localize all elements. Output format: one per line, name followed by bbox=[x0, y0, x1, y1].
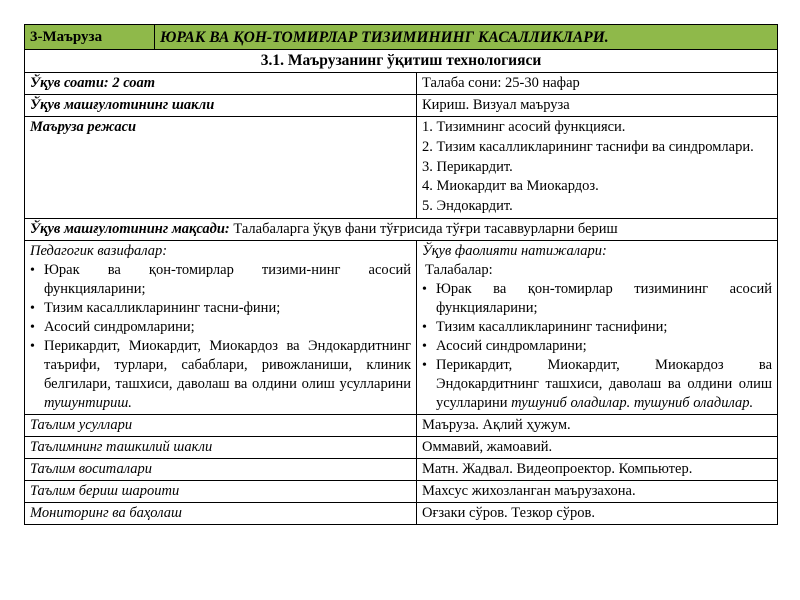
results-cell bbox=[417, 240, 778, 414]
task-item-text: Перикардит, Миокардит, Миокардоз ва Эндокардитнинг таърифи, турлари, сабаблари, ривожланиши, клиник белгилари, ташхиси, даволаш ва олдини олиш усулларини bbox=[44, 337, 411, 392]
lecture-number: 3-Маъруза bbox=[25, 25, 155, 50]
lecture-title: ЮРАК ВА ҚОН-ТОМИРЛАР ТИЗИМИНИНГ КАСАЛЛИКЛАРИ. bbox=[155, 25, 778, 50]
row-label: Ўқув машғулотининг шакли bbox=[25, 95, 417, 117]
row-value: Кириш. Визуал маъруза bbox=[417, 95, 778, 117]
row-label: Мониторинг ва баҳолаш bbox=[25, 502, 417, 524]
results-intro: Талабалар: bbox=[425, 261, 493, 278]
row-label: Таълим воситалари bbox=[25, 458, 417, 480]
table-row bbox=[25, 414, 778, 436]
tasks-cell bbox=[25, 240, 417, 414]
task-item: • Тизим касалликларининг тасни-фини; bbox=[30, 299, 411, 318]
goal-label: Ўқув машғулотининг мақсади: bbox=[30, 220, 230, 237]
table-row bbox=[25, 480, 778, 502]
row-value: Оғзаки сўров. Тезкор сўров. bbox=[417, 502, 778, 524]
results-label: Ўқув фаолияти натижалари: bbox=[422, 242, 607, 259]
row-label: Ўқув соати: 2 соат bbox=[25, 73, 417, 95]
row-label: Таълимнинг ташкилий шакли bbox=[25, 436, 417, 458]
plan-row bbox=[25, 117, 778, 219]
table-row bbox=[25, 73, 778, 95]
task-item: • Асосий синдромларини; bbox=[30, 318, 411, 337]
task-item: • Юрак ва қон-томирлар тизими-нинг асосий функцияларини; bbox=[30, 261, 411, 299]
tasks-results-row bbox=[25, 240, 778, 414]
table-row bbox=[25, 502, 778, 524]
plan-item: 4. Миокардит ва Миокардоз. bbox=[422, 178, 599, 195]
table-row bbox=[25, 95, 778, 117]
table-row bbox=[25, 458, 778, 480]
result-item bbox=[422, 356, 772, 413]
goal-row bbox=[25, 218, 778, 240]
plan-item: 3. Перикардит. bbox=[422, 158, 513, 175]
row-value: Талаба сони: 25-30 нафар bbox=[417, 73, 778, 95]
subtitle-row bbox=[25, 50, 778, 73]
subtitle: 3.1. Маърузанинг ўқитиш технологияси bbox=[25, 50, 778, 73]
row-value: Матн. Жадвал. Видеопроектор. Компьютер. bbox=[417, 458, 778, 480]
task-item bbox=[30, 337, 411, 413]
plan-item: 5. Эндокардит. bbox=[422, 198, 513, 215]
table-row bbox=[25, 436, 778, 458]
plan-item: 1. Тизимнинг асосий функцияси. bbox=[422, 119, 626, 135]
task-item-italic: тушунтириш. bbox=[44, 394, 132, 411]
result-item: • Асосий синдромларини; bbox=[422, 337, 772, 356]
row-value: Махсус жихозланган маърузахона. bbox=[417, 480, 778, 502]
tasks-label: Педагогик вазифалар: bbox=[30, 242, 168, 259]
plan-list bbox=[417, 117, 778, 219]
plan-item: 2. Тизим касалликларининг таснифи ва синдромлари. bbox=[422, 138, 754, 155]
header-row bbox=[25, 25, 778, 50]
row-value: Оммавий, жамоавий. bbox=[417, 436, 778, 458]
row-label: Таълим усуллари bbox=[25, 414, 417, 436]
plan-label: Маъруза режаси bbox=[25, 117, 417, 219]
result-item-text: Перикардит, Миокардит, Миокардоз ва Эндокардитнинг ташхиси, даволаш ва олдини олиш усулларини bbox=[436, 356, 773, 411]
results-list bbox=[422, 280, 772, 413]
result-item: • Юрак ва қон-томирлар тизимининг асосий функцияларини; bbox=[422, 280, 772, 318]
goal-text: Талабаларга ўқув фани тўғрисида тўғри тасаввурларни бериш bbox=[229, 220, 618, 237]
tasks-list bbox=[30, 261, 411, 413]
row-label: Таълим бериш шароити bbox=[25, 480, 417, 502]
result-item: • Тизим касалликларининг таснифини; bbox=[422, 318, 772, 337]
row-value: Маъруза. Ақлий ҳужум. bbox=[417, 414, 778, 436]
result-item-italic: тушуниб оладилар. тушуниб оладилар. bbox=[507, 394, 754, 411]
lecture-table bbox=[24, 24, 778, 525]
goal-cell bbox=[25, 218, 778, 240]
